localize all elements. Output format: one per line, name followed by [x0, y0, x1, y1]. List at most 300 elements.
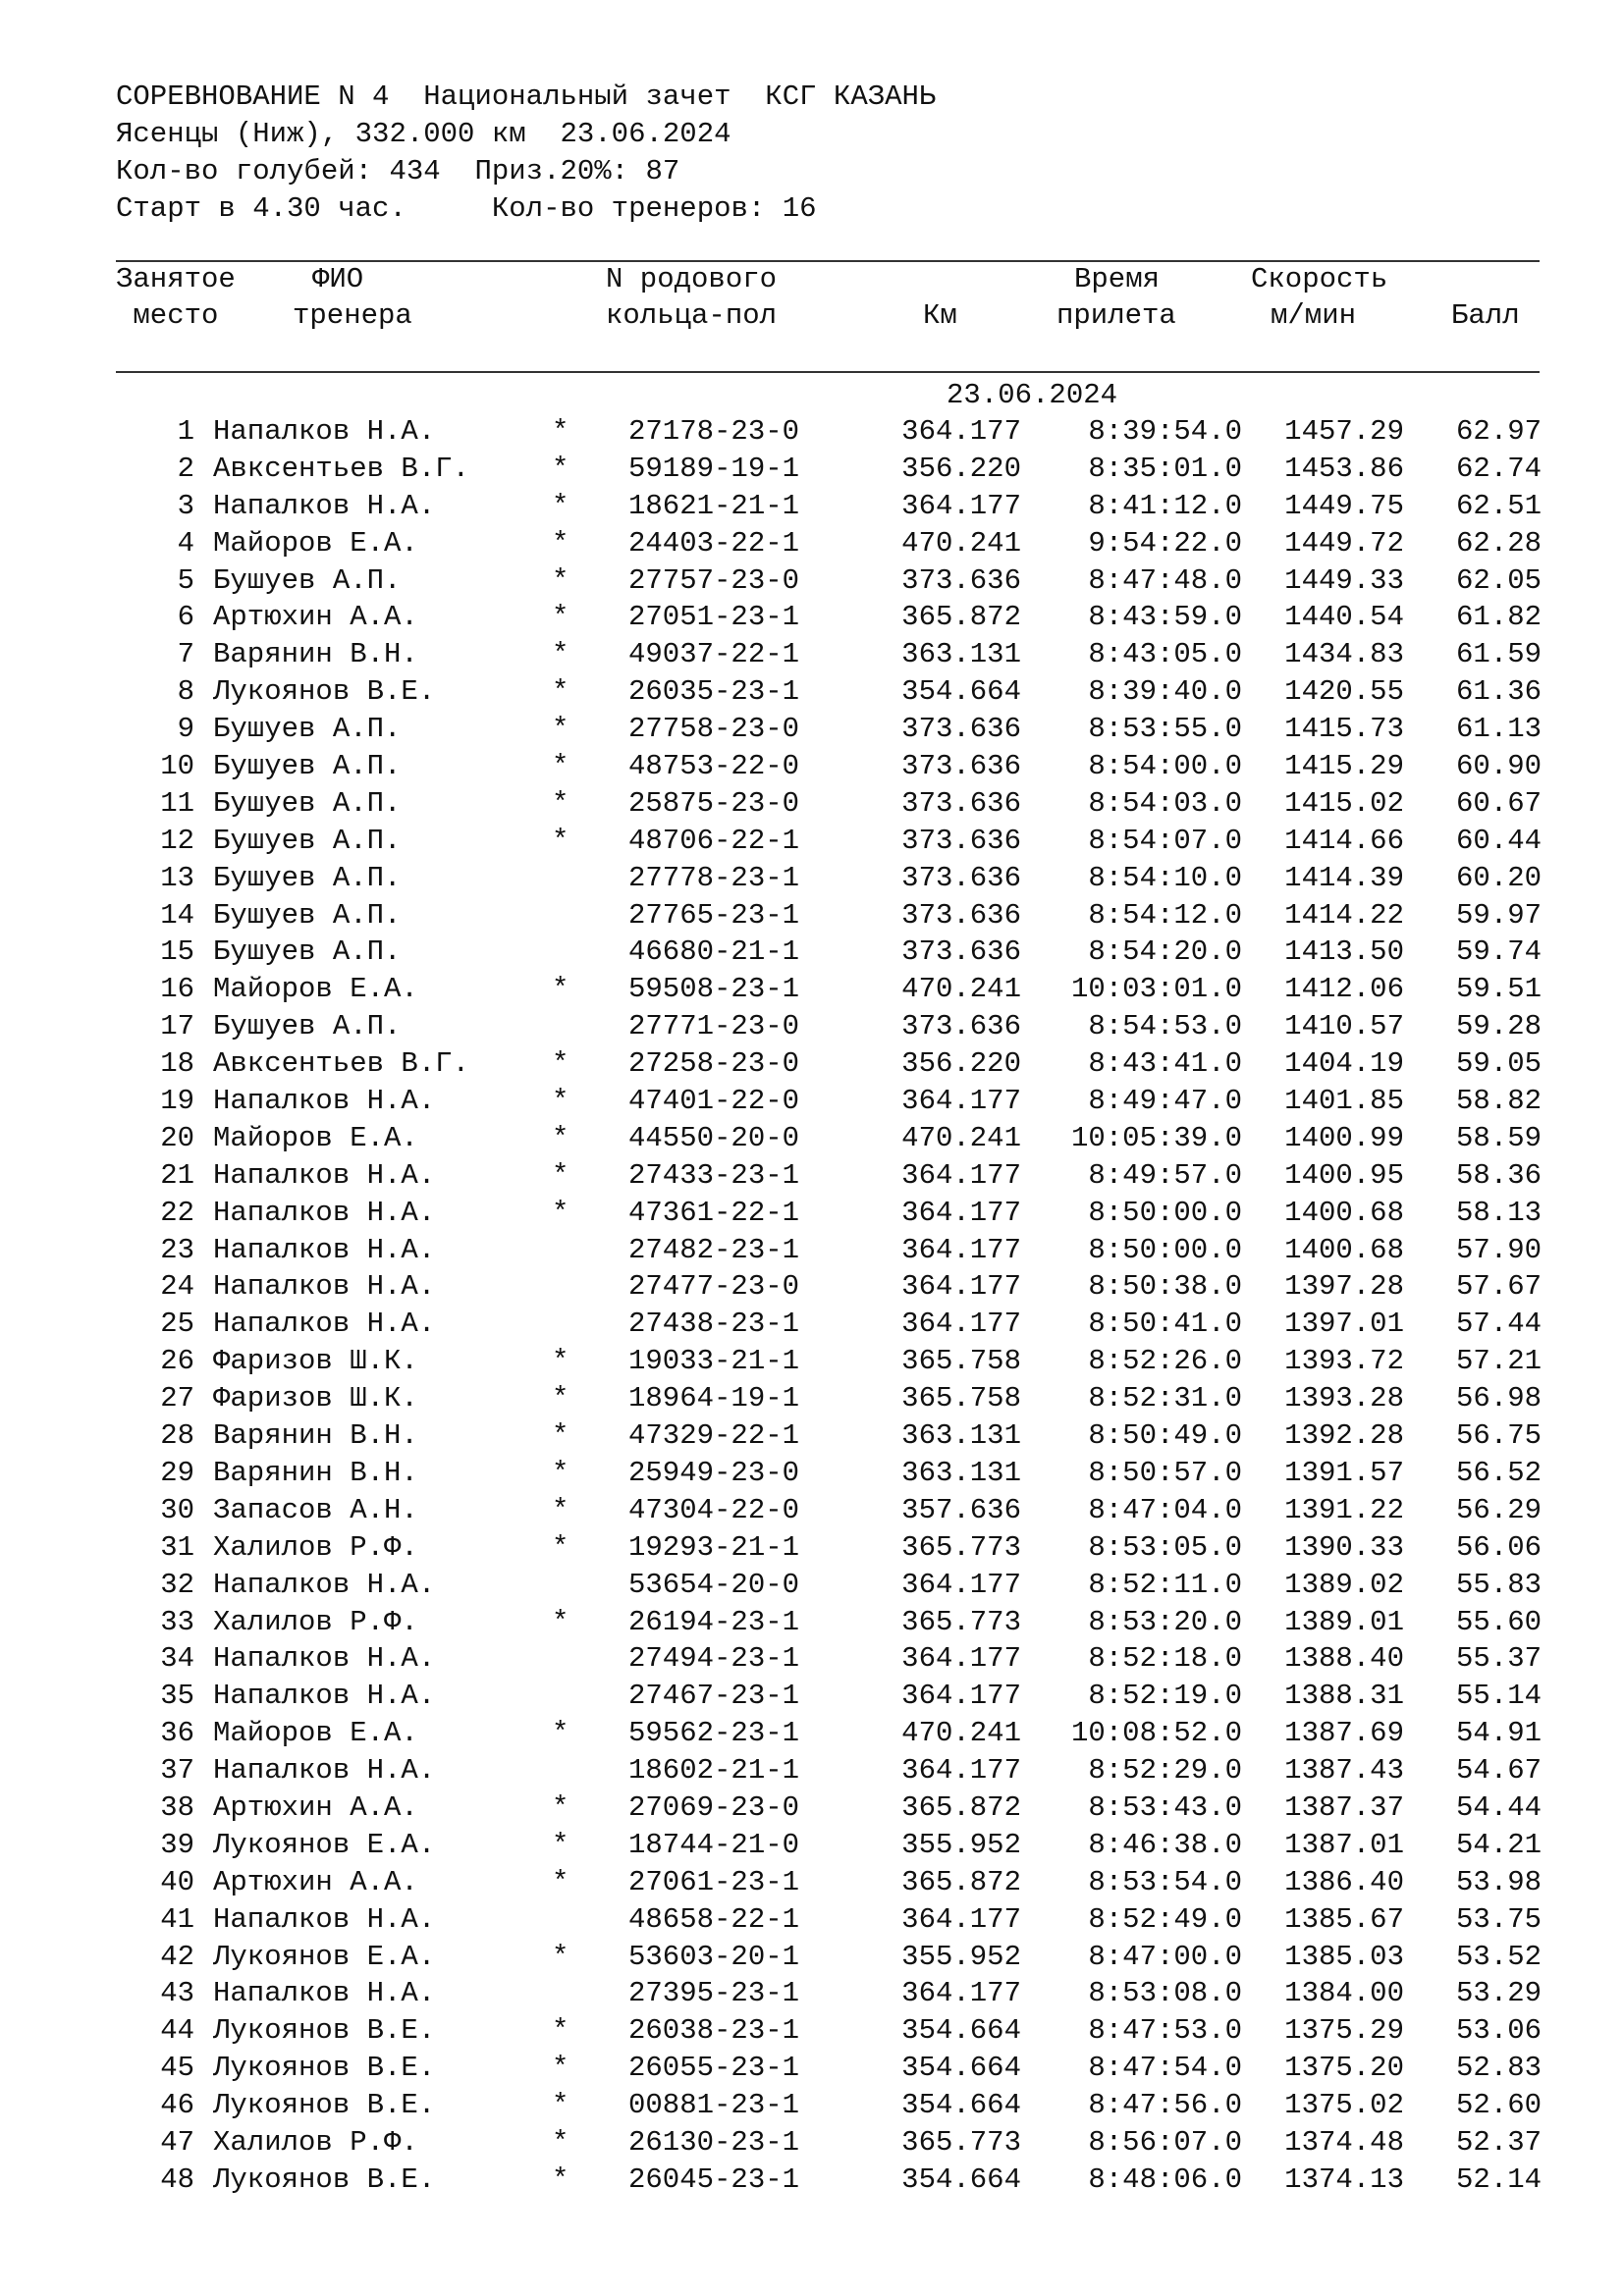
trainer-name-cell: Лукоянов В.Е. [213, 2052, 436, 2085]
trainer-name-cell: Напалков Н.А. [213, 489, 436, 522]
distance-cell: 364.177 [901, 1977, 1021, 2010]
place-cell: 22 [160, 1196, 194, 1229]
trainer-name-cell: Артюхин А.А. [213, 1865, 418, 1898]
place-cell: 36 [160, 1717, 194, 1750]
arrival-time-cell: 8:43:59.0 [1088, 601, 1242, 634]
trainer-name-cell: Авксентьев В.Г. [213, 452, 470, 485]
score-cell: 61.59 [1455, 638, 1542, 671]
table-row [0, 748, 1624, 785]
col-km-header: Км [923, 299, 957, 332]
score-cell: 62.97 [1455, 415, 1542, 448]
star-mark-cell: * [552, 526, 569, 560]
speed-cell: 1434.83 [1284, 638, 1404, 671]
distance-cell: 364.177 [901, 1902, 1021, 1936]
star-mark-cell: * [552, 1121, 569, 1154]
ring-number-cell: 27477-23-0 [628, 1270, 800, 1304]
arrival-time-cell: 8:50:00.0 [1088, 1233, 1242, 1266]
ring-number-cell: 27061-23-1 [628, 1865, 800, 1898]
score-cell: 59.28 [1455, 1010, 1542, 1043]
trainer-name-cell: Напалков Н.А. [213, 1233, 436, 1266]
place-cell: 33 [160, 1605, 194, 1638]
ring-number-cell: 27757-23-0 [628, 563, 800, 597]
score-cell: 53.98 [1455, 1865, 1542, 1898]
place-cell: 7 [177, 638, 194, 671]
date-separator: 23.06.2024 [947, 379, 1118, 411]
table-row [0, 1120, 1624, 1157]
ring-number-cell: 27258-23-0 [628, 1047, 800, 1081]
speed-cell: 1387.69 [1284, 1717, 1404, 1750]
score-cell: 56.98 [1455, 1382, 1542, 1415]
score-cell: 52.60 [1455, 2089, 1542, 2122]
trainer-name-cell: Майоров Е.А. [213, 973, 418, 1006]
speed-cell: 1414.39 [1284, 861, 1404, 894]
star-mark-cell: * [552, 1085, 569, 1118]
distance-cell: 354.664 [901, 2089, 1021, 2122]
distance-cell: 365.773 [901, 1605, 1021, 1638]
ring-number-cell: 47361-22-1 [628, 1196, 800, 1229]
arrival-time-cell: 8:53:05.0 [1088, 1530, 1242, 1564]
score-cell: 62.28 [1455, 526, 1542, 560]
trainer-name-cell: Лукоянов В.Е. [213, 2089, 436, 2122]
table-row [0, 1567, 1624, 1604]
arrival-time-cell: 8:53:55.0 [1088, 713, 1242, 746]
score-cell: 61.36 [1455, 675, 1542, 709]
score-cell: 58.59 [1455, 1121, 1542, 1154]
place-cell: 40 [160, 1865, 194, 1898]
trainer-name-cell: Напалков Н.А. [213, 1158, 436, 1192]
distance-cell: 357.636 [901, 1493, 1021, 1526]
score-cell: 59.74 [1455, 935, 1542, 969]
score-cell: 59.97 [1455, 898, 1542, 932]
trainer-name-cell: Напалков Н.А. [213, 1270, 436, 1304]
place-cell: 18 [160, 1047, 194, 1081]
arrival-time-cell: 8:50:41.0 [1088, 1308, 1242, 1341]
table-row [0, 1975, 1624, 2012]
start-time-line: Старт в 4.30 час. Кол-во тренеров: 16 [116, 192, 817, 225]
speed-cell: 1389.02 [1284, 1568, 1404, 1601]
distance-cell: 356.220 [901, 452, 1021, 485]
table-row [0, 1045, 1624, 1083]
distance-cell: 364.177 [901, 1754, 1021, 1788]
place-cell: 24 [160, 1270, 194, 1304]
ring-number-cell: 27395-23-1 [628, 1977, 800, 2010]
arrival-time-cell: 8:53:43.0 [1088, 1790, 1242, 1824]
ring-number-cell: 27438-23-1 [628, 1308, 800, 1341]
table-row [0, 1343, 1624, 1380]
distance-cell: 373.636 [901, 861, 1021, 894]
trainer-name-cell: Халилов Р.Ф. [213, 1605, 418, 1638]
table-row [0, 525, 1624, 562]
speed-cell: 1449.33 [1284, 563, 1404, 597]
place-cell: 48 [160, 2163, 194, 2196]
table-row [0, 2162, 1624, 2199]
distance-cell: 364.177 [901, 1158, 1021, 1192]
arrival-time-cell: 8:41:12.0 [1088, 489, 1242, 522]
trainer-name-cell: Напалков Н.А. [213, 1902, 436, 1936]
score-cell: 60.20 [1455, 861, 1542, 894]
ring-number-cell: 24403-22-1 [628, 526, 800, 560]
distance-cell: 364.177 [901, 489, 1021, 522]
score-cell: 54.44 [1455, 1790, 1542, 1824]
speed-cell: 1400.95 [1284, 1158, 1404, 1192]
score-cell: 59.05 [1455, 1047, 1542, 1081]
arrival-time-cell: 8:56:07.0 [1088, 2125, 1242, 2159]
arrival-time-cell: 9:54:22.0 [1088, 526, 1242, 560]
speed-cell: 1391.22 [1284, 1493, 1404, 1526]
trainer-name-cell: Напалков Н.А. [213, 1085, 436, 1118]
arrival-time-cell: 8:53:20.0 [1088, 1605, 1242, 1638]
score-cell: 56.52 [1455, 1456, 1542, 1489]
score-cell: 54.91 [1455, 1717, 1542, 1750]
speed-cell: 1375.02 [1284, 2089, 1404, 2122]
arrival-time-cell: 8:52:49.0 [1088, 1902, 1242, 1936]
ring-number-cell: 26035-23-1 [628, 675, 800, 709]
table-row [0, 1715, 1624, 1752]
col-name-header-2: тренера [293, 299, 412, 332]
place-cell: 34 [160, 1642, 194, 1676]
distance-cell: 364.177 [901, 415, 1021, 448]
speed-cell: 1374.48 [1284, 2125, 1404, 2159]
score-cell: 55.83 [1455, 1568, 1542, 1601]
arrival-time-cell: 8:47:53.0 [1088, 2014, 1242, 2048]
distance-cell: 365.872 [901, 601, 1021, 634]
place-cell: 38 [160, 1790, 194, 1824]
star-mark-cell: * [552, 1158, 569, 1192]
arrival-time-cell: 8:52:19.0 [1088, 1680, 1242, 1713]
speed-cell: 1400.99 [1284, 1121, 1404, 1154]
trainer-name-cell: Бушуев А.П. [213, 750, 402, 783]
trainer-name-cell: Бушуев А.П. [213, 786, 402, 820]
trainer-name-cell: Варянин В.Н. [213, 638, 418, 671]
arrival-time-cell: 10:05:39.0 [1070, 1121, 1242, 1154]
distance-cell: 354.664 [901, 2052, 1021, 2085]
place-cell: 19 [160, 1085, 194, 1118]
ring-number-cell: 48706-22-1 [628, 824, 800, 857]
place-cell: 47 [160, 2125, 194, 2159]
place-cell: 31 [160, 1530, 194, 1564]
distance-cell: 373.636 [901, 713, 1021, 746]
table-row [0, 1417, 1624, 1455]
speed-cell: 1397.28 [1284, 1270, 1404, 1304]
table-row [0, 823, 1624, 860]
score-cell: 53.75 [1455, 1902, 1542, 1936]
trainer-name-cell: Напалков Н.А. [213, 415, 436, 448]
arrival-time-cell: 8:47:56.0 [1088, 2089, 1242, 2122]
table-row [0, 1195, 1624, 1232]
table-row [0, 1752, 1624, 1789]
distance-cell: 354.664 [901, 2163, 1021, 2196]
arrival-time-cell: 8:50:57.0 [1088, 1456, 1242, 1489]
speed-cell: 1413.50 [1284, 935, 1404, 969]
place-cell: 10 [160, 750, 194, 783]
place-cell: 11 [160, 786, 194, 820]
table-row [0, 2124, 1624, 2162]
speed-cell: 1390.33 [1284, 1530, 1404, 1564]
star-mark-cell: * [552, 2014, 569, 2048]
distance-cell: 470.241 [901, 973, 1021, 1006]
table-row [0, 2012, 1624, 2050]
star-mark-cell: * [552, 1493, 569, 1526]
score-cell: 61.82 [1455, 601, 1542, 634]
trainer-name-cell: Бушуев А.П. [213, 898, 402, 932]
distance-cell: 373.636 [901, 786, 1021, 820]
arrival-time-cell: 8:54:07.0 [1088, 824, 1242, 857]
ring-number-cell: 18964-19-1 [628, 1382, 800, 1415]
distance-cell: 364.177 [901, 1680, 1021, 1713]
table-row [0, 1380, 1624, 1417]
trainer-name-cell: Напалков Н.А. [213, 1308, 436, 1341]
table-row [0, 1083, 1624, 1120]
arrival-time-cell: 8:52:11.0 [1088, 1568, 1242, 1601]
ring-number-cell: 26045-23-1 [628, 2163, 800, 2196]
speed-cell: 1386.40 [1284, 1865, 1404, 1898]
trainer-name-cell: Халилов Р.Ф. [213, 1530, 418, 1564]
ring-number-cell: 27051-23-1 [628, 601, 800, 634]
release-point-line: Ясенцы (Ниж), 332.000 км 23.06.2024 [116, 118, 731, 150]
distance-cell: 365.872 [901, 1865, 1021, 1898]
arrival-time-cell: 8:47:54.0 [1088, 2052, 1242, 2085]
trainer-name-cell: Майоров Е.А. [213, 1121, 418, 1154]
distance-cell: 364.177 [901, 1233, 1021, 1266]
place-cell: 9 [177, 713, 194, 746]
pigeon-count-line: Кол-во голубей: 434 Приз.20%: 87 [116, 155, 680, 187]
ring-number-cell: 48753-22-0 [628, 750, 800, 783]
table-row [0, 413, 1624, 451]
star-mark-cell: * [552, 1790, 569, 1824]
table-row [0, 1604, 1624, 1641]
trainer-name-cell: Бушуев А.П. [213, 713, 402, 746]
ring-number-cell: 27178-23-0 [628, 415, 800, 448]
ring-number-cell: 47304-22-0 [628, 1493, 800, 1526]
ring-number-cell: 27467-23-1 [628, 1680, 800, 1713]
trainer-name-cell: Авксентьев В.Г. [213, 1047, 470, 1081]
table-row [0, 1268, 1624, 1306]
speed-cell: 1412.06 [1284, 973, 1404, 1006]
score-cell: 57.67 [1455, 1270, 1542, 1304]
place-cell: 28 [160, 1419, 194, 1453]
place-cell: 15 [160, 935, 194, 969]
place-cell: 39 [160, 1828, 194, 1861]
trainer-name-cell: Бушуев А.П. [213, 935, 402, 969]
arrival-time-cell: 8:39:40.0 [1088, 675, 1242, 709]
speed-cell: 1384.00 [1284, 1977, 1404, 2010]
ring-number-cell: 44550-20-0 [628, 1121, 800, 1154]
speed-cell: 1388.40 [1284, 1642, 1404, 1676]
trainer-name-cell: Бушуев А.П. [213, 824, 402, 857]
distance-cell: 364.177 [901, 1642, 1021, 1676]
table-row [0, 1157, 1624, 1195]
distance-cell: 373.636 [901, 1010, 1021, 1043]
ring-number-cell: 27778-23-1 [628, 861, 800, 894]
arrival-time-cell: 8:54:10.0 [1088, 861, 1242, 894]
distance-cell: 364.177 [901, 1196, 1021, 1229]
ring-number-cell: 26055-23-1 [628, 2052, 800, 2085]
trainer-name-cell: Бушуев А.П. [213, 563, 402, 597]
arrival-time-cell: 8:39:54.0 [1088, 415, 1242, 448]
table-row [0, 451, 1624, 488]
ring-number-cell: 26194-23-1 [628, 1605, 800, 1638]
score-cell: 57.90 [1455, 1233, 1542, 1266]
col-time-header-1: Время [1074, 263, 1161, 295]
ring-number-cell: 53654-20-0 [628, 1568, 800, 1601]
speed-cell: 1414.66 [1284, 824, 1404, 857]
distance-cell: 470.241 [901, 1121, 1021, 1154]
distance-cell: 363.131 [901, 1456, 1021, 1489]
table-row [0, 897, 1624, 934]
star-mark-cell: * [552, 1717, 569, 1750]
star-mark-cell: * [552, 1865, 569, 1898]
trainer-name-cell: Напалков Н.А. [213, 1568, 436, 1601]
score-cell: 56.06 [1455, 1530, 1542, 1564]
distance-cell: 373.636 [901, 898, 1021, 932]
place-cell: 43 [160, 1977, 194, 2010]
arrival-time-cell: 8:47:04.0 [1088, 1493, 1242, 1526]
table-row [0, 971, 1624, 1008]
table-row [0, 1640, 1624, 1678]
score-cell: 55.14 [1455, 1680, 1542, 1713]
speed-cell: 1387.37 [1284, 1790, 1404, 1824]
ring-number-cell: 27433-23-1 [628, 1158, 800, 1192]
star-mark-cell: * [552, 786, 569, 820]
ring-number-cell: 25875-23-0 [628, 786, 800, 820]
score-cell: 52.37 [1455, 2125, 1542, 2159]
speed-cell: 1397.01 [1284, 1308, 1404, 1341]
score-cell: 59.51 [1455, 973, 1542, 1006]
distance-cell: 373.636 [901, 563, 1021, 597]
speed-cell: 1415.02 [1284, 786, 1404, 820]
speed-cell: 1374.13 [1284, 2163, 1404, 2196]
place-cell: 44 [160, 2014, 194, 2048]
star-mark-cell: * [552, 1456, 569, 1489]
trainer-name-cell: Артюхин А.А. [213, 601, 418, 634]
speed-cell: 1449.72 [1284, 526, 1404, 560]
speed-cell: 1400.68 [1284, 1233, 1404, 1266]
speed-cell: 1415.29 [1284, 750, 1404, 783]
col-score-header: Балл [1451, 299, 1520, 332]
speed-cell: 1387.01 [1284, 1828, 1404, 1861]
ring-number-cell: 27482-23-1 [628, 1233, 800, 1266]
place-cell: 35 [160, 1680, 194, 1713]
ring-number-cell: 27758-23-0 [628, 713, 800, 746]
arrival-time-cell: 8:50:00.0 [1088, 1196, 1242, 1229]
ring-number-cell: 00881-23-1 [628, 2089, 800, 2122]
place-cell: 4 [177, 526, 194, 560]
score-cell: 52.14 [1455, 2163, 1542, 2196]
star-mark-cell: * [552, 489, 569, 522]
ring-number-cell: 18621-21-1 [628, 489, 800, 522]
speed-cell: 1389.01 [1284, 1605, 1404, 1638]
speed-cell: 1391.57 [1284, 1456, 1404, 1489]
arrival-time-cell: 8:50:49.0 [1088, 1419, 1242, 1453]
trainer-name-cell: Бушуев А.П. [213, 1010, 402, 1043]
table-row [0, 2050, 1624, 2087]
ring-number-cell: 19293-21-1 [628, 1530, 800, 1564]
col-ring-header-2: кольца-пол [606, 299, 778, 332]
table-row [0, 562, 1624, 600]
distance-cell: 365.773 [901, 2125, 1021, 2159]
table-row [0, 1827, 1624, 1864]
speed-cell: 1404.19 [1284, 1047, 1404, 1081]
ring-number-cell: 19033-21-1 [628, 1345, 800, 1378]
star-mark-cell: * [552, 601, 569, 634]
speed-cell: 1388.31 [1284, 1680, 1404, 1713]
ring-number-cell: 59508-23-1 [628, 973, 800, 1006]
trainer-name-cell: Напалков Н.А. [213, 1977, 436, 2010]
trainer-name-cell: Лукоянов Е.А. [213, 1940, 436, 1973]
distance-cell: 365.758 [901, 1382, 1021, 1415]
arrival-time-cell: 8:49:47.0 [1088, 1085, 1242, 1118]
distance-cell: 364.177 [901, 1568, 1021, 1601]
trainer-name-cell: Майоров Е.А. [213, 526, 418, 560]
col-place-header-1: Занятое [116, 263, 236, 295]
speed-cell: 1385.67 [1284, 1902, 1404, 1936]
place-cell: 1 [177, 415, 194, 448]
score-cell: 53.06 [1455, 2014, 1542, 2048]
star-mark-cell: * [552, 415, 569, 448]
ring-number-cell: 27771-23-0 [628, 1010, 800, 1043]
star-mark-cell: * [552, 452, 569, 485]
col-ring-header-1: N родового [606, 263, 778, 295]
arrival-time-cell: 8:52:31.0 [1088, 1382, 1242, 1415]
arrival-time-cell: 8:54:00.0 [1088, 750, 1242, 783]
distance-cell: 470.241 [901, 1717, 1021, 1750]
table-row [0, 1529, 1624, 1567]
score-cell: 56.75 [1455, 1419, 1542, 1453]
speed-cell: 1453.86 [1284, 452, 1404, 485]
distance-cell: 364.177 [901, 1270, 1021, 1304]
place-cell: 6 [177, 601, 194, 634]
trainer-name-cell: Артюхин А.А. [213, 1790, 418, 1824]
star-mark-cell: * [552, 1940, 569, 1973]
arrival-time-cell: 8:54:03.0 [1088, 786, 1242, 820]
distance-cell: 373.636 [901, 750, 1021, 783]
score-cell: 61.13 [1455, 713, 1542, 746]
score-cell: 57.44 [1455, 1308, 1542, 1341]
document-header [116, 79, 936, 228]
ring-number-cell: 18744-21-0 [628, 1828, 800, 1861]
speed-cell: 1440.54 [1284, 601, 1404, 634]
arrival-time-cell: 8:53:08.0 [1088, 1977, 1242, 2010]
place-cell: 42 [160, 1940, 194, 1973]
ring-number-cell: 27765-23-1 [628, 898, 800, 932]
distance-cell: 365.872 [901, 1790, 1021, 1824]
ring-number-cell: 48658-22-1 [628, 1902, 800, 1936]
star-mark-cell: * [552, 2052, 569, 2085]
speed-cell: 1414.22 [1284, 898, 1404, 932]
table-row [0, 1901, 1624, 1939]
star-mark-cell: * [552, 713, 569, 746]
speed-cell: 1392.28 [1284, 1419, 1404, 1453]
arrival-time-cell: 8:43:05.0 [1088, 638, 1242, 671]
results-table [0, 413, 1624, 2199]
score-cell: 58.82 [1455, 1085, 1542, 1118]
arrival-time-cell: 8:52:18.0 [1088, 1642, 1242, 1676]
trainer-name-cell: Напалков Н.А. [213, 1642, 436, 1676]
arrival-time-cell: 8:43:41.0 [1088, 1047, 1242, 1081]
ring-number-cell: 53603-20-1 [628, 1940, 800, 1973]
speed-cell: 1393.72 [1284, 1345, 1404, 1378]
star-mark-cell: * [552, 1382, 569, 1415]
trainer-name-cell: Лукоянов В.Е. [213, 2163, 436, 2196]
col-place-header-2: место [116, 299, 219, 332]
table-row [0, 860, 1624, 897]
arrival-time-cell: 8:46:38.0 [1088, 1828, 1242, 1861]
table-row [0, 934, 1624, 971]
table-row [0, 1232, 1624, 1269]
place-cell: 26 [160, 1345, 194, 1378]
star-mark-cell: * [552, 1345, 569, 1378]
trainer-name-cell: Лукоянов Е.А. [213, 1828, 436, 1861]
